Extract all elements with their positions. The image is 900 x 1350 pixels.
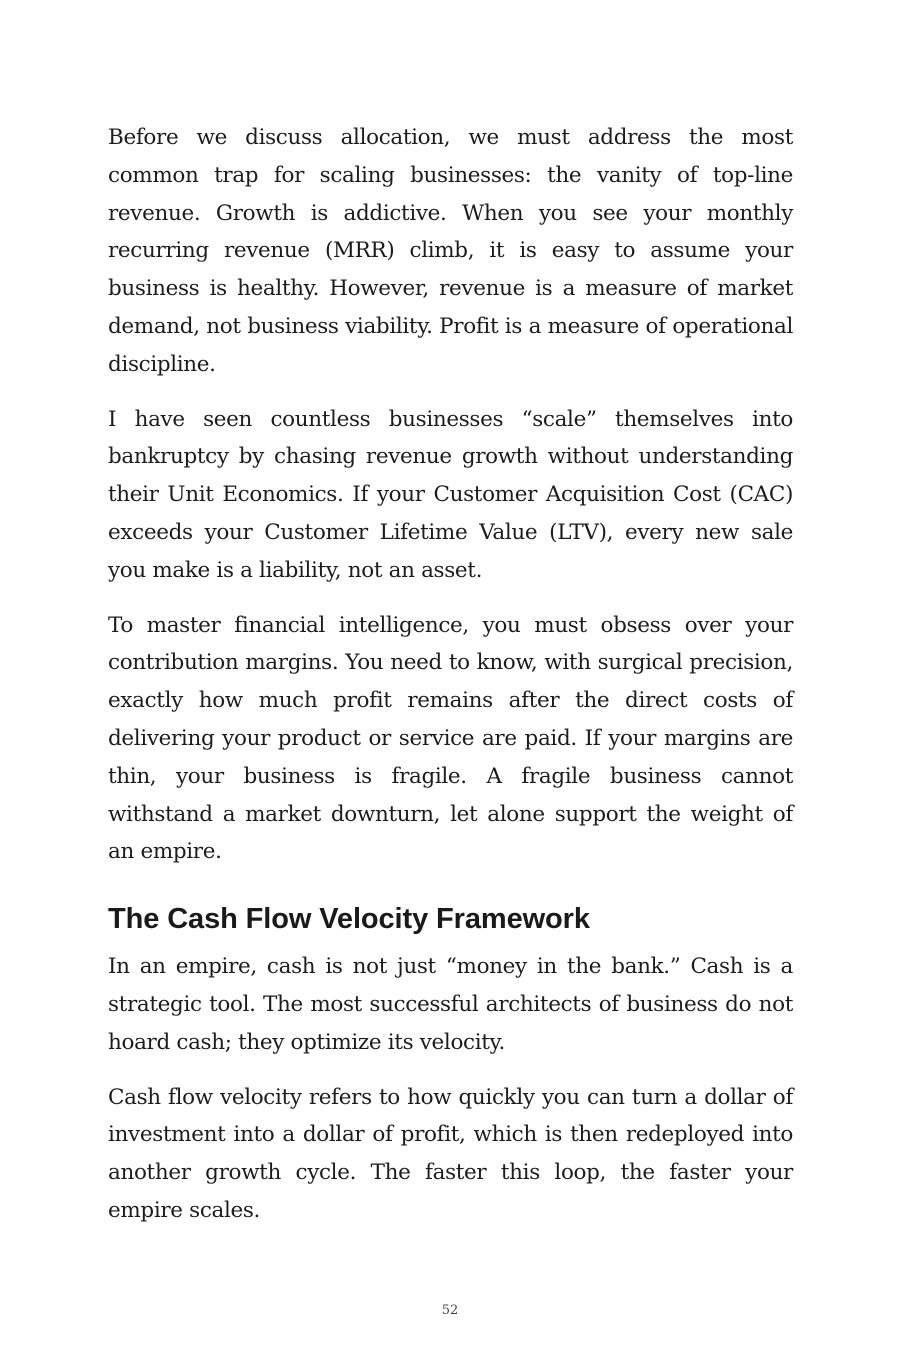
body-paragraph: Before we discuss allocation, we must address the most common trap for scaling businesses: the vanity of top-line revenue. Growth is addictive. When you see your monthly recurring revenue (MRR) climb, it is easy to assume your business is healthy. However, revenue is a measure of market demand, not business viability. Profit is a measure of operational discipline. — [108, 125, 793, 377]
body-paragraph: In an empire, cash is not just “money in the bank.” Cash is a strategic tool. The most successful architects of business do not hoard cash; they optimize its velocity. — [108, 954, 793, 1055]
body-paragraph: Cash flow velocity refers to how quickly you can turn a dollar of investment into a dollar of profit, which is then redeployed into another growth cycle. The faster this loop, the faster your empire scales. — [108, 1084, 793, 1223]
page-content — [108, 119, 793, 1247]
page-number: 52 — [441, 1303, 459, 1318]
body-paragraph: I have seen countless businesses “scale” themselves into bankruptcy by chasing revenue growth without understanding their Unit Economics. If your Customer Acquisition Cost (CAC) exceeds your Customer Lifetime Value (LTV), every new sale you make is a liability, not an asset. — [108, 406, 793, 583]
section-heading: The Cash Flow Velocity Framework — [108, 903, 590, 936]
body-paragraph: To master financial intelligence, you must obsess over your contribution margins. You need to know, with surgical precision, exactly how much profit remains after the direct costs of delivering your product or service are paid. If your margins are thin, your business is fragile. A fragile business cannot withstand a market downturn, let alone support the weight of an empire. — [108, 612, 793, 865]
